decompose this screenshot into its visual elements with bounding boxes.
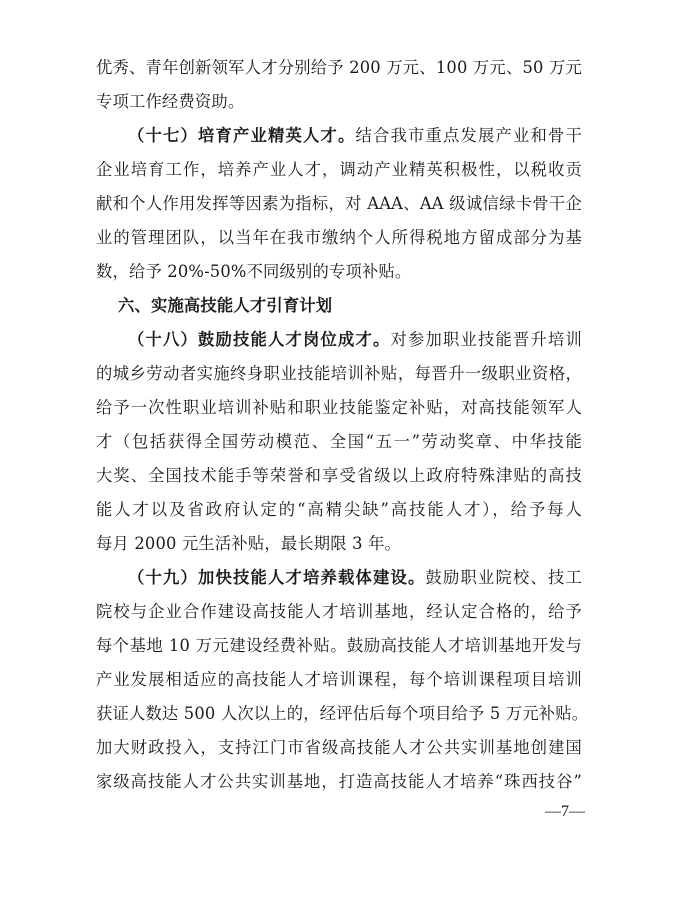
text-line: 获证人数达 500 人次以上的，经评估后每个项目给予 5 万元补贴。 bbox=[96, 704, 589, 723]
section-17-first-line bbox=[96, 119, 582, 153]
section-19-heading: （十九）加快技能人才培养载体建设。 bbox=[128, 568, 426, 587]
text-line: 才（包括获得全国劳动模范、全国“五一”劳动奖章、中华技能 bbox=[96, 432, 582, 451]
text-run: 结合我市重点发展产业和骨干 bbox=[355, 126, 582, 145]
text-line: 产业发展相适应的高技能人才培训课程，每个培训课程项目培训 bbox=[96, 670, 582, 689]
section-17-heading: （十七）培育产业精英人才。 bbox=[128, 126, 356, 145]
section-19-first-line bbox=[96, 561, 582, 595]
text-line: 给予一次性职业培训补贴和职业技能鉴定补贴，对高技能领军人 bbox=[96, 398, 582, 417]
text-line: 每个基地 10 万元建设经费补贴。鼓励高技能人才培训基地开发与 bbox=[96, 636, 582, 655]
text-line: 加大财政投入，支持江门市省级高技能人才公共实训基地创建国 bbox=[96, 738, 582, 757]
text-line: 数，给予 20%-50%不同级别的专项补贴。 bbox=[96, 262, 412, 281]
text-line: 的城乡劳动者实施终身职业技能培训补贴，每晋升一级职业资格， bbox=[96, 364, 582, 383]
text-line: 家级高技能人才公共实训基地，打造高技能人才培养“珠西技谷” bbox=[96, 772, 582, 791]
text-line: 院校与企业合作建设高技能人才培训基地，经认定合格的，给予 bbox=[96, 602, 582, 621]
text-line: 献和个人作用发挥等因素为指标，对 AAA、AA 级诚信绿卡骨干企 bbox=[96, 194, 582, 213]
text-line: 每月 2000 元生活补贴，最长期限 3 年。 bbox=[96, 534, 402, 553]
document-body bbox=[96, 51, 589, 799]
text-line: 业的管理团队，以当年在我市缴纳个人所得税地方留成部分为基 bbox=[96, 228, 582, 247]
text-line: 专项工作经费资助。 bbox=[96, 92, 245, 111]
text-line: 能人才以及省政府认定的“高精尖缺”高技能人才），给予每人 bbox=[96, 500, 582, 519]
text-line: 大奖、全国技术能手等荣誉和享受省级以上政府特殊津贴的高技 bbox=[96, 466, 582, 485]
section-18-first-line bbox=[96, 323, 582, 357]
text-line: 企业培育工作，培养产业人才，调动产业精英积极性，以税收贡 bbox=[96, 160, 582, 179]
section-6-heading: 六、实施高技能人才引育计划 bbox=[118, 296, 333, 315]
text-line: 优秀、青年创新领军人才分别给予 200 万元、100 万元、50 万元 bbox=[96, 58, 582, 77]
text-run: 鼓励职业院校、技工 bbox=[425, 568, 582, 587]
section-18-heading: （十八）鼓励技能人才岗位成才。 bbox=[128, 330, 391, 349]
page-number: —7— bbox=[545, 803, 585, 820]
text-run: 对参加职业技能晋升培训 bbox=[390, 330, 582, 349]
